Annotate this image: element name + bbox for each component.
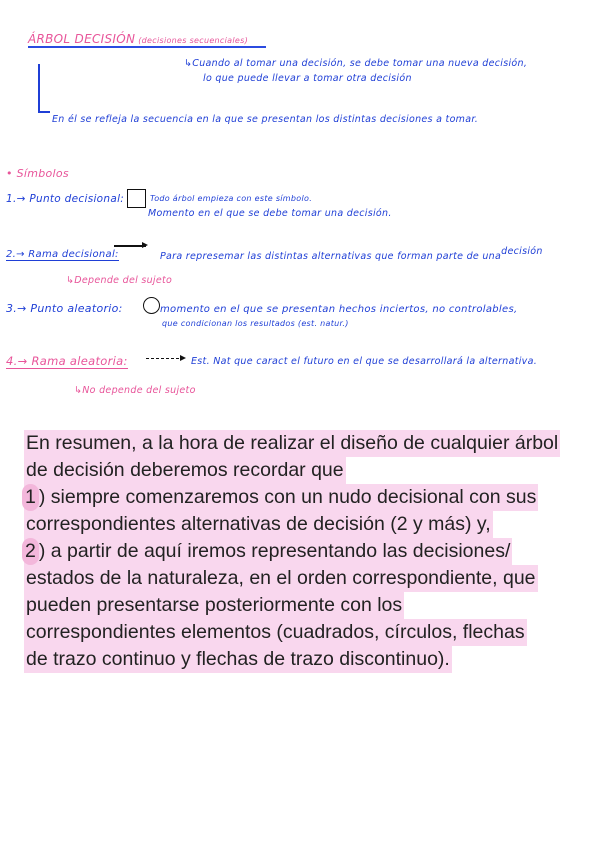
summary-line-8: correspondientes elementos (cuadrados, círculos, flechas xyxy=(24,619,527,646)
symbol-1-text-2: Momento en el que se debe tomar una decisión. xyxy=(148,208,392,219)
page-subtitle: (decisiones secuenciales) xyxy=(138,36,248,45)
dashed-arrow-icon xyxy=(146,358,184,359)
summary-line-4: correspondientes alternativas de decisión (2 y más) y, xyxy=(24,511,493,538)
symbol-2-note: ↳Depende del sujeto xyxy=(66,275,173,286)
decision-node-square-icon xyxy=(127,189,146,208)
symbol-2-label: 2.→ Rama decisional: xyxy=(6,249,119,260)
symbol-3-text-2: que condicionan los resultados (est. natur.) xyxy=(162,319,349,328)
intro-line-3: En él se refleja la secuencia en la que se presentan los distintas decisiones a tomar. xyxy=(52,114,479,125)
symbol-3-text-1: momento en el que se presentan hechos inciertos, no controlables, xyxy=(160,304,518,315)
solid-arrow-icon xyxy=(114,245,146,247)
title-underline xyxy=(28,46,266,48)
symbol-1-text-1: Todo árbol empieza con este símbolo. xyxy=(150,194,313,203)
symbol-4-label: 4.→ Rama aleatoria: xyxy=(6,354,128,368)
symbol-3-label: 3.→ Punto aleatorio: xyxy=(6,302,123,315)
number-badge-1: 1 xyxy=(22,484,39,511)
bracket-line xyxy=(38,64,40,112)
symbol-2-text: Para represemar las distintas alternativas que forman parte de unadecisión xyxy=(160,246,543,262)
summary-line-9: de trazo continuo y flechas de trazo discontinuo). xyxy=(24,646,452,673)
page-title: ÁRBOL DECISIÓN (decisiones secuenciales) xyxy=(28,32,248,46)
summary-line-2: de decisión deberemos recordar que xyxy=(24,457,346,484)
summary-line-1: En resumen, a la hora de realizar el diseño de cualquier árbol xyxy=(24,430,560,457)
summary-line-7: pueden presentarse posteriormente con los xyxy=(24,592,404,619)
summary-line-6: estados de la naturaleza, en el orden correspondiente, que xyxy=(24,565,538,592)
intro-line-2: lo que puede llevar a tomar otra decisión xyxy=(203,73,412,84)
chance-node-circle-icon xyxy=(143,297,160,314)
symbol-1-label: 1.→ Punto decisional: xyxy=(6,193,125,205)
bracket-arrow xyxy=(38,111,50,113)
summary-line-3: 1 ) siempre comenzaremos con un nudo decisional con sus xyxy=(24,484,538,511)
number-badge-2: 2 xyxy=(22,538,39,565)
summary-line-5: 2 ) a partir de aquí iremos representando las decisiones/ xyxy=(24,538,512,565)
symbols-heading: • Símbolos xyxy=(6,167,69,180)
summary-paragraph xyxy=(26,430,576,673)
symbol-4-text: Est. Nat que caract el futuro en el que se desarrollará la alternativa. xyxy=(191,356,538,367)
intro-line-1: ↳Cuando al tomar una decisión, se debe tomar una nueva decisión, xyxy=(184,58,528,69)
symbol-4-note: ↳No depende del sujeto xyxy=(74,385,196,396)
